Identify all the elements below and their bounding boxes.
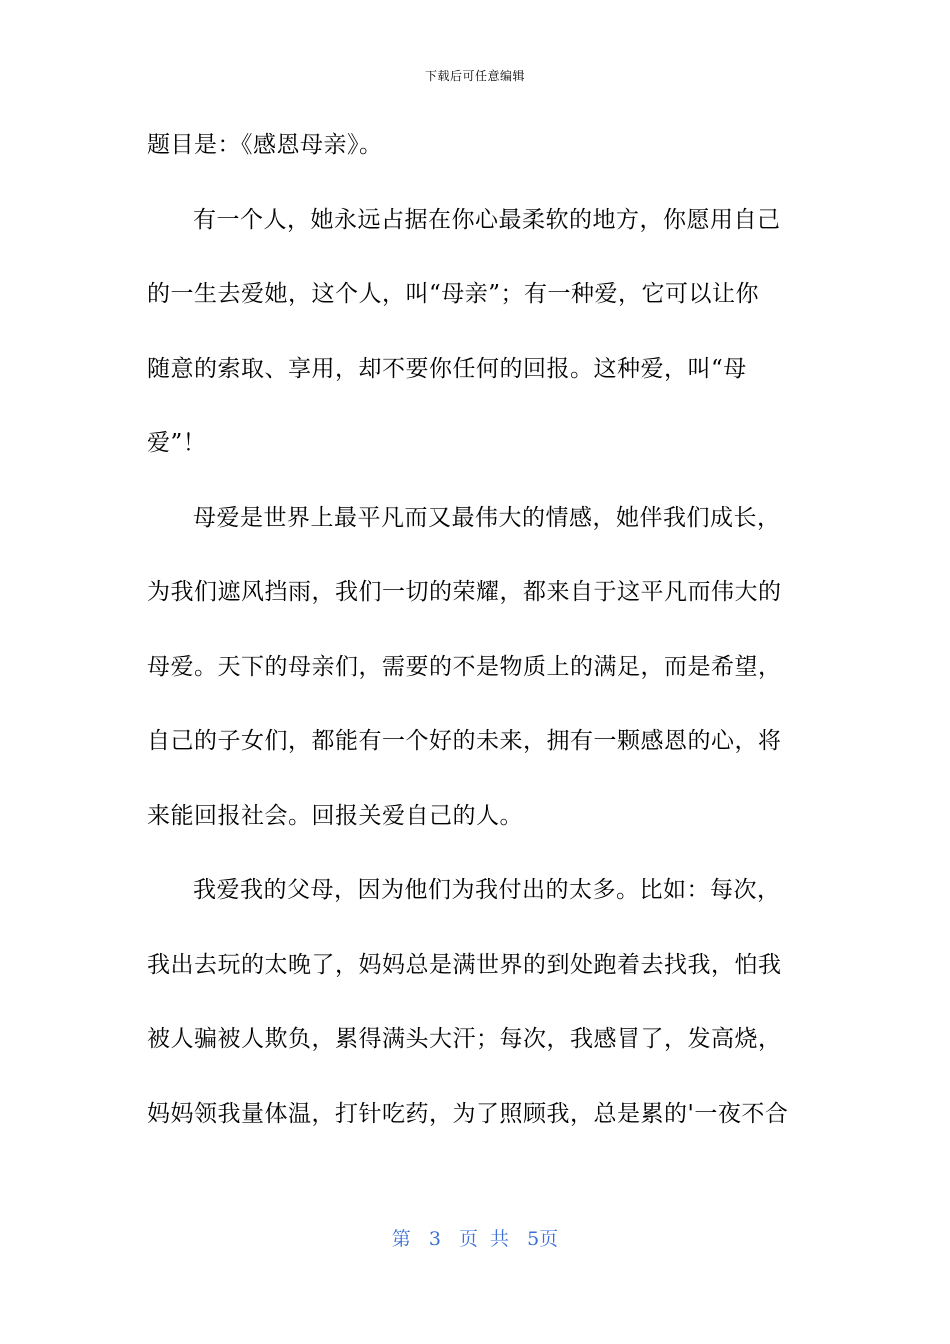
text-line: 爱”！ <box>147 430 207 456</box>
text-line: 为我们遮风挡雨，我们一切的荣耀，都来自于这平凡而伟大的 <box>147 579 782 605</box>
footer-prefix: 第 <box>391 1228 411 1250</box>
text-line: 的一生去爱她，这个人，叫“母亲”；有一种爱，它可以让你 <box>147 281 760 307</box>
text-line: 被人骗被人欺负，累得满头大汗；每次，我感冒了，发高烧， <box>147 1026 782 1052</box>
text-line: 题目是：《感恩母亲》。 <box>147 132 383 158</box>
text-line: 妈妈领我量体温，打针吃药，为了照顾我，总是累的'一夜不合 <box>147 1100 789 1127</box>
text-line: 来能回报社会。回报关爱自己的人。 <box>147 802 523 829</box>
text-line: 我出去玩的太晚了，妈妈总是满世界的到处跑着去找我，怕我 <box>147 951 782 978</box>
footer-current-page: 3 <box>428 1228 441 1250</box>
page-header: 下载后可任意编辑 <box>424 69 525 83</box>
text-line: 有一个人，她永远占据在你心最柔软的地方，你愿用自己 <box>193 206 781 233</box>
footer-mid: 页 共 <box>459 1228 510 1250</box>
text-line: 我爱我的父母，因为他们为我付出的太多。比如：每次， <box>193 877 781 903</box>
body-text <box>147 118 807 1161</box>
text-line: 自己的子女们，都能有一个好的未来，拥有一颗感恩的心，将 <box>147 728 782 754</box>
text-line: 母爱。天下的母亲们，需要的不是物质上的满足，而是希望， <box>147 653 782 680</box>
text-line: 随意的索取、享用，却不要你任何的回报。这种爱，叫“母 <box>147 355 747 382</box>
footer-total-pages: 5页 <box>527 1228 559 1250</box>
page-footer <box>0 1224 950 1251</box>
text-line: 母爱是世界上最平凡而又最伟大的情感，她伴我们成长， <box>193 504 781 531</box>
